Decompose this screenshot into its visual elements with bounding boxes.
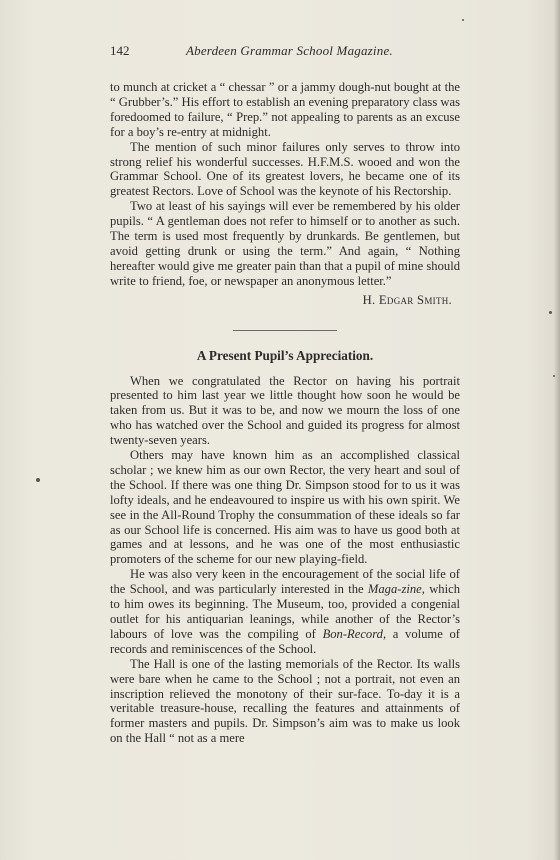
- paragraph: The Hall is one of the lasting memorials of the Rector. Its walls were bare when he came to the School ; not a portrait, not even an inscription relieved the monotony of their sur-face. To-day it is a veritable treasure-house, recalling the features and attainments of former masters and pupils. Dr. Simpson’s aim was to make us look on the Hall “ not as a mere: [110, 656, 460, 746]
- speck-mark: [553, 375, 555, 377]
- paragraph-text: a volume of records and reminiscences of the School.: [110, 626, 460, 656]
- running-title: Aberdeen Grammar School Magazine.: [186, 43, 393, 58]
- paragraph-text: He was also very keen in the encouragement of the social life of the School, and was particularly interested in the: [110, 567, 460, 597]
- paragraph: Others may have known him as an accomplished classical scholar ; we knew him as our own Rector, the very heart and soul of the School. If there was one thing Dr. Simpson stood for to us it was lofty ideals, and he endeavoured to inspire us with his own spirit. We see in the All-Round Trophy the consummation of these ideals so far as our School life is concerned. His aim was to have us good both at games and at lessons, and he was one of the most enthusiastic promoters of the scheme for our new playing-field.: [110, 448, 460, 567]
- page-number: 142: [110, 43, 130, 58]
- page-header: [110, 44, 460, 66]
- page-content: [110, 44, 460, 746]
- speck-mark: [549, 311, 552, 314]
- section-divider: [233, 330, 337, 331]
- paragraph-text: which to him owes its beginning. The Museum, too, provided a congenial outlet for his antiquarian leanings, while another of the Rector’s labours of love was the compiling of: [110, 582, 460, 641]
- bon-record-title-italic: Bon-Record,: [322, 626, 387, 641]
- paragraph: to munch at cricket a “ chessar ” or a jammy dough-nut bought at the “ Grubber’s.” His effort to establish an evening preparatory class was foredoomed to failure, “ Prep.” not appealing to parents as an excuse for a boy’s re-entry at midnight.: [110, 80, 460, 139]
- second-article: [110, 349, 460, 747]
- paragraph: Two at least of his sayings will ever be remembered by his older pupils. “ A gentleman does not refer to himself or to another as such. The term is used most frequently by drunkards. Be gentlemen, but avoid getting drunk or using the term.” And again, “ Nothing hereafter would give me greater pain than that a pupil of mine should write to friend, foe, or newspaper an anonymous letter.”: [110, 199, 460, 288]
- paragraph: [110, 567, 460, 656]
- article-title: A Present Pupil’s Appreciation.: [196, 347, 374, 363]
- author-signature: H. Edgar Smith.: [362, 292, 452, 307]
- magazine-title-italic: Maga-zine,: [367, 582, 425, 597]
- paragraph: When we congratulated the Rector on having his portrait presented to him last year we little thought how soon he would be taken from us. But it was to be, and now we mourn the loss of one who has watched over the School and guided its progress for almost twenty-seven years.: [110, 373, 460, 448]
- first-article: [110, 80, 460, 308]
- speck-mark: [462, 19, 464, 21]
- speck-mark: [36, 478, 40, 482]
- paragraph: The mention of such minor failures only serves to throw into strong relief his wonderful successes. H.F.M.S. wooed and won the Grammar School. One of its greatest lovers, he became one of its greatest Rectors. Love of School was the keynote of his Rectorship.: [110, 139, 460, 199]
- page-edge-shadow: [554, 0, 560, 860]
